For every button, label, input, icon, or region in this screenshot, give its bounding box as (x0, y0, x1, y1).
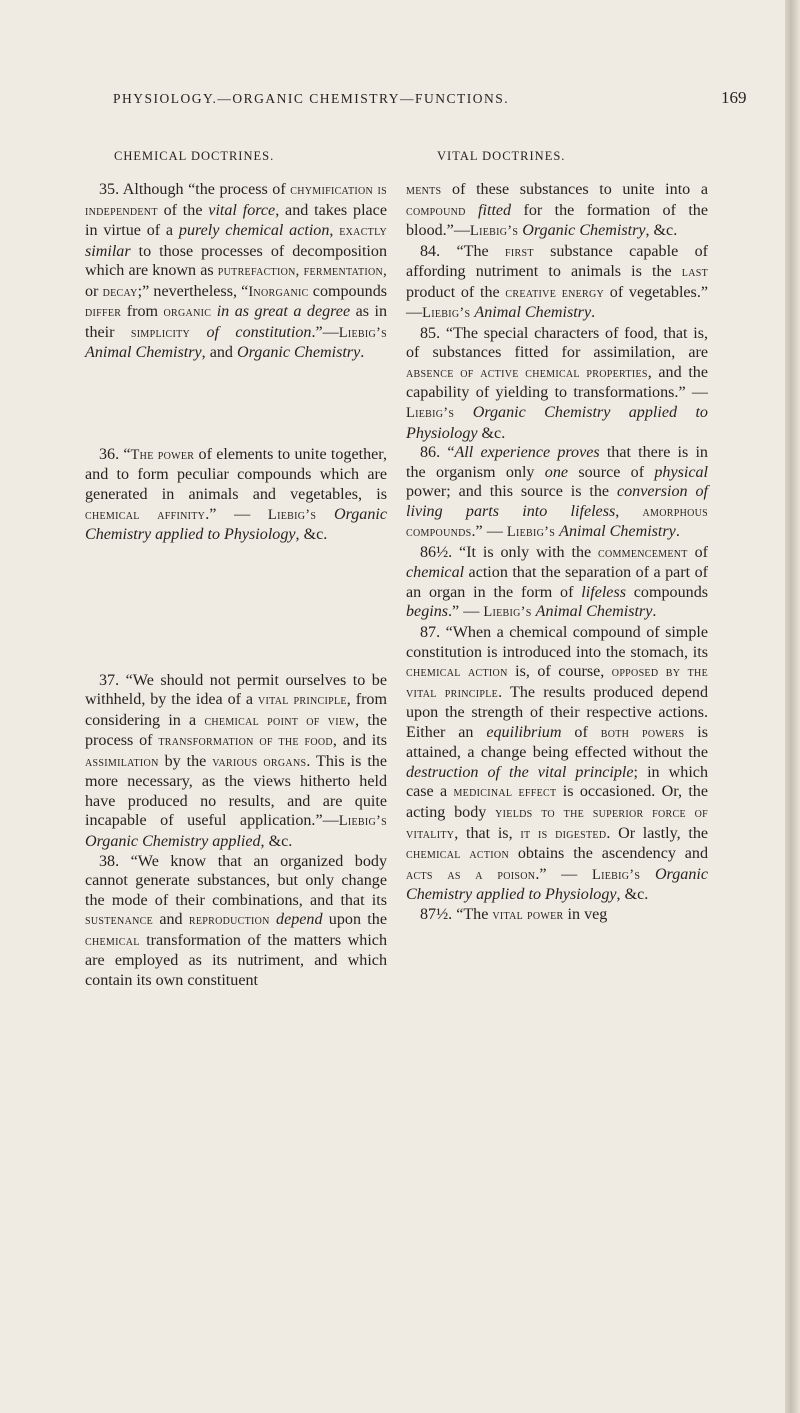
paragraph-87: 87. “When a chemical compound of simple constitution is introduced into the stomach, its chemical action is, of course, opposed by the vital principle. The results produced depend upon the strength of their respective actions. Either an equilibrium of both powers is attained, a change being effected without the destruction of the vital principle; in which case a medicinal effect is occasioned. Or, the acting body yields to the superior force of vitality, that is, it is digested. Or lastly, the chemical action obtains the ascendency and acts as a poison.” — Liebig’s Organic Chemistry applied to Physiology, &c. (406, 624, 709, 904)
paragraph-35: 35. Although “the process of chymification is independent of the vital force, and takes place in virtue of a purely chemical action, exactly similar to those processes of decomposition which are known as putrefaction, fermentation, or decay;” nevertheless, “Inorganic compounds differ from organic in as great a degree as in their simplicity of constitution.”—Liebig’s Animal Chemistry, and Organic Chemistry. (85, 181, 388, 362)
paragraph-86-half: 86½. “It is only with the commencement of chemical action that the separation of a part of an organ in the form of lifeless compounds begins.” — Liebig’s Animal Chemistry. (406, 543, 708, 621)
page-edge (785, 0, 800, 1413)
paragraph-38-continued: ments of these substances to unite into a compound fitted for the formation of the blood.”—Liebig’s Organic Chemistry, &c. (406, 181, 708, 240)
paragraph-85: 85. “The special characters of food, that is, of substances fitted for assimilation, are absence of active chemical properties, and the capability of yielding to transformations.” — Liebig’s Organic Chemistry applied to Physiology &c. (406, 324, 708, 442)
paragraph-37: 37. “We should not permit ourselves to be withheld, by the idea of a vital principle, from considering in a chemical point of view, the process of transformation of the food, and its assimilation by the various organs. This is the more necessary, as the views hitherto held have produced no results, and are quite incapable of useful application.”—Liebig’s Organic Chemistry applied, &c. (85, 671, 388, 851)
paragraph-38: 38. “We know that an organized body cannot generate substances, but only change the mode of their combinations, and that its sustenance and reproduction depend upon the chemical transformation of the matters which are employed as its nutriment, and which contain its own constituent (85, 852, 387, 989)
running-head: PHYSIOLOGY.—ORGANIC CHEMISTRY—FUNCTIONS. (113, 91, 510, 106)
left-column-heading: CHEMICAL DOCTRINES. (114, 149, 275, 163)
page-number: 169 (721, 88, 747, 107)
paragraph-86: 86. “All experience proves that there is in the organism only one source of physical power; and this source is the conversion of living parts into lifeless, amorphous compounds.” — Liebig’s Animal Chemistry. (406, 444, 709, 541)
paragraph-87-half: 87½. “The vital power in veg (420, 905, 608, 923)
right-column-heading: VITAL DOCTRINES. (437, 149, 566, 163)
vital-doctrines-column (406, 180, 708, 925)
paragraph-84: 84. “The first substance capable of affording nutriment to animals is the last product of the creative energy of vegetables.” —Liebig’s Animal Chemistry. (406, 242, 708, 322)
paragraph-36: 36. “The power of elements to unite together, and to form peculiar compounds which are generated in animals and vegetables, is chemical affinity.” — Liebig’s Organic Chemistry applied to Physiology, &c. (85, 445, 388, 544)
chemical-doctrines-column (85, 180, 387, 990)
